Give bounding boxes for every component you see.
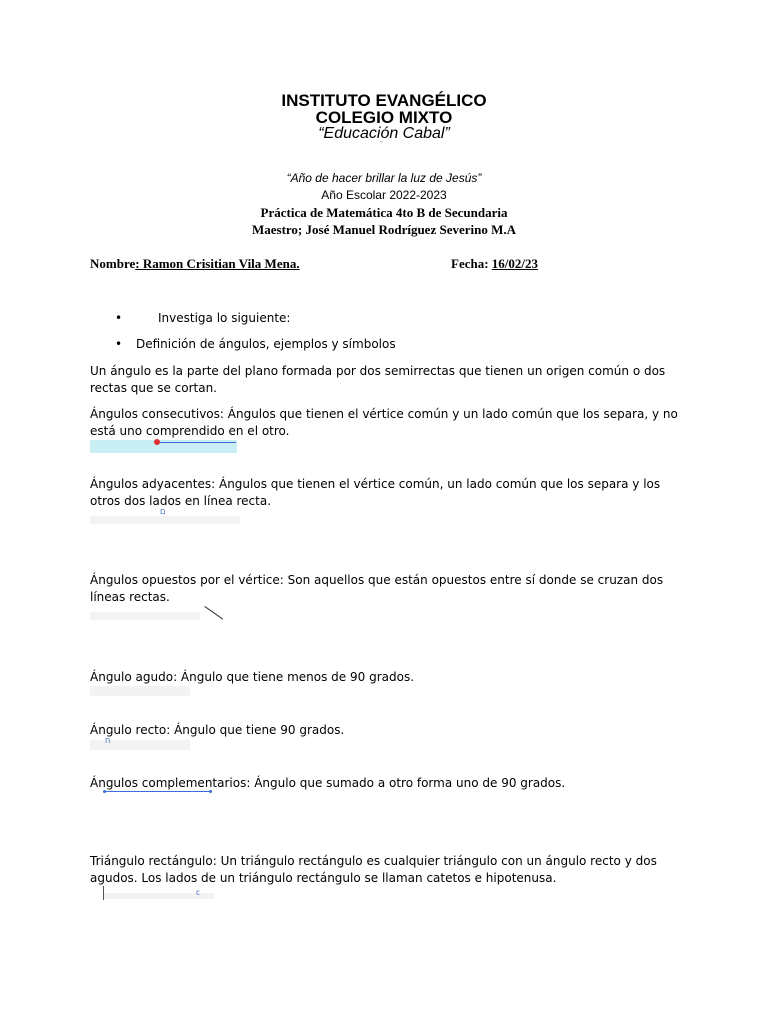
cursor-line <box>103 886 104 900</box>
angle-definition: Un ángulo es la parte del plano formada por dos semirrectas que tienen un origen común o dos rectas que se cortan. <box>90 364 666 395</box>
student-info-row <box>90 256 690 272</box>
practice-title: Práctica de Matemática 4to B de Secundaria <box>260 205 508 220</box>
year-motto: “Año de hacer brillar la luz de Jesús” <box>286 171 482 185</box>
ray-line <box>156 442 236 443</box>
date-label: Fecha: <box>451 256 492 271</box>
teacher-name: Maestro; José Manuel Rodríguez Severino M.A <box>251 222 517 237</box>
anchor-icon: ם <box>160 507 166 516</box>
handle-dot <box>103 790 106 793</box>
diagonal-line <box>204 606 223 619</box>
acute-angle: Ángulo agudo: Ángulo que tiene menos de 90 grados. <box>90 670 415 684</box>
list-item-text: Investiga lo siguiente: <box>158 311 291 325</box>
anchor-icon: ꞇ <box>196 888 200 897</box>
handle-dot <box>209 790 212 793</box>
consecutive-angles-image <box>90 440 237 453</box>
date-field <box>451 256 538 272</box>
adjacent-angles-image <box>90 516 240 524</box>
bullet-icon: • <box>115 311 123 325</box>
caret-mark-icon: ˇ <box>380 140 383 150</box>
anchor-icon: ח <box>105 736 111 745</box>
consecutive-angles: Ángulos consecutivos: Ángulos que tienen el vértice común y un lado común que los separa, y no está uno comprendido en el otro. <box>90 407 678 438</box>
date-value: 16/02/23 <box>491 256 539 271</box>
vertex-dot <box>154 439 160 445</box>
acute-angle-image <box>90 686 190 696</box>
institute-title: INSTITUTO EVANGÉLICO <box>281 91 487 110</box>
right-triangle: Triángulo rectángulo: Un triángulo rectángulo es cualquier triángulo con un ángulo recto y dos agudos. Los lados de un triángulo rectángulo se llaman catetos e hipotenusa. <box>90 854 657 885</box>
bullet-icon: • <box>115 337 123 351</box>
school-year: Año Escolar 2022-2023 <box>321 188 447 202</box>
complementary-angles: Ángulos complementarios: Ángulo que sumado a otro forma uno de 90 grados. <box>90 776 566 790</box>
right-angle: Ángulo recto: Ángulo que tiene 90 grados. <box>90 723 345 737</box>
school-motto: “Educación Cabal” <box>318 125 450 142</box>
list-item-text: Definición de ángulos, ejemplos y símbolos <box>136 337 396 351</box>
vertical-angles-image <box>90 612 200 620</box>
vertical-angles: Ángulos opuestos por el vértice: Son aquellos que están opuestos entre sí donde se cruzan dos líneas rectas. <box>90 573 664 604</box>
complementary-angles-image <box>104 791 212 792</box>
student-name: : Ramon Crisitian Vila Mena. <box>135 256 300 271</box>
adjacent-angles: Ángulos adyacentes: Ángulos que tienen el vértice común, un lado común que los separa y los otros dos lados en línea recta. <box>90 477 661 508</box>
college-title: COLEGIO MIXTO <box>315 108 453 127</box>
name-label: Nombre <box>90 256 136 271</box>
